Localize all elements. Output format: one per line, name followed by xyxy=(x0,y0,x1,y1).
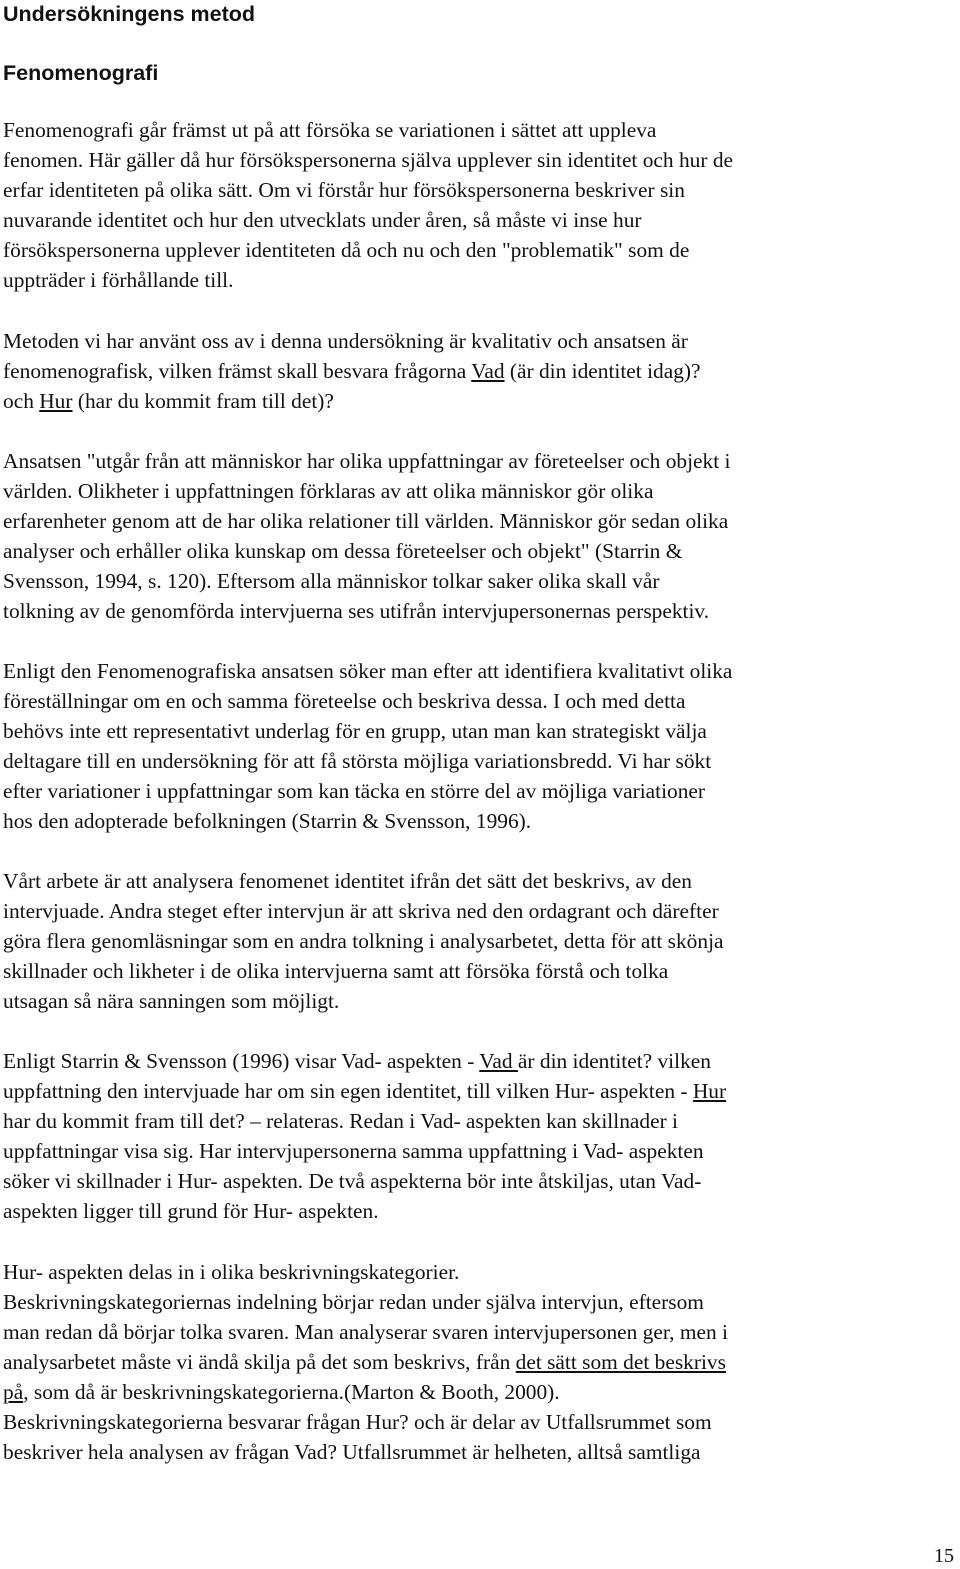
text-line xyxy=(3,386,334,416)
text-line: Fenomenografi går främst ut på att försöka se variationen i sättet att uppleva xyxy=(3,118,657,142)
text-line: man redan då börjar tolka svaren. Man analyserar svaren intervjupersonen ger, men i xyxy=(3,1320,728,1344)
page-number: 15 xyxy=(934,1545,954,1567)
text-span: fenomenografisk, vilken främst skall besvara frågorna xyxy=(3,359,472,383)
text-span: (är din identitet idag)? xyxy=(504,359,701,383)
text-line: analyser och erhåller olika kunskap om dessa företeelser och objekt" (Starrin & xyxy=(3,539,683,563)
text-line: intervjuade. Andra steget efter intervjun är att skriva ned den ordagrant och därefter xyxy=(3,899,719,923)
text-line: uppträder i förhållande till. xyxy=(3,268,234,292)
text-span: (har du kommit fram till det)? xyxy=(72,389,334,413)
text-line: deltagare till en undersökning för att få största möjliga variationsbredd. Vi har sökt xyxy=(3,749,712,773)
text-line: Hur- aspekten delas in i olika beskrivningskategorier. xyxy=(3,1260,460,1284)
text-span: Enligt Starrin & Svensson (1996) visar Vad- aspekten - xyxy=(3,1049,480,1073)
text-line: Ansatsen "utgår från att människor har olika uppfattningar av företeelser och objekt i xyxy=(3,449,731,473)
text-line: Beskrivningskategorierna besvarar frågan Hur? och är delar av Utfallsrummet som xyxy=(3,1410,712,1434)
text-line: försökspersonerna upplever identiteten då och nu och den "problematik" som de xyxy=(3,238,690,262)
text-line: erfar identiteten på olika sätt. Om vi förstår hur försökspersonerna beskriver sin xyxy=(3,178,685,202)
text-line: föreställningar om en och samma företeelse och beskriva dessa. I och med detta xyxy=(3,689,686,713)
text-line: göra flera genomläsningar som en andra tolkning i analysarbetet, detta för att skönja xyxy=(3,929,724,953)
text-line: uppfattningar visa sig. Har intervjupersonerna samma uppfattning i Vad- aspekten xyxy=(3,1139,704,1163)
text-line: erfarenheter genom att de har olika relationer till världen. Människor gör sedan olika xyxy=(3,509,729,533)
underlined-term-vad: Vad xyxy=(471,359,505,383)
text-line: aspekten ligger till grund för Hur- aspekten. xyxy=(3,1199,379,1223)
text-line: utsagan så nära sanningen som möjligt. xyxy=(3,989,340,1013)
text-line: har du kommit fram till det? – relateras. Redan i Vad- aspekten kan skillnader i xyxy=(3,1109,678,1133)
text-line: fenomen. Här gäller då hur försökspersonerna själva upplever sin identitet och hur de xyxy=(3,148,734,172)
text-line: söker vi skillnader i Hur- aspekten. De två aspekterna bör inte åtskiljas, utan Vad- xyxy=(3,1169,702,1193)
text-span: analysarbetet måste vi ändå skilja på det som beskrivs, från xyxy=(3,1350,516,1374)
text-line: skillnader och likheter i de olika intervjuerna samt att försöka förstå och tolka xyxy=(3,959,669,983)
underlined-term-vad: Vad xyxy=(479,1049,518,1073)
text-line: hos den adopterade befolkningen (Starrin & Svensson, 1996). xyxy=(3,809,532,833)
text-line: Svensson, 1994, s. 120). Eftersom alla människor tolkar saker olika skall vår xyxy=(3,569,660,593)
text-line xyxy=(3,356,701,386)
underlined-phrase: det sätt som det beskrivs xyxy=(515,1350,726,1374)
page-heading: Undersökningens metod xyxy=(3,2,256,26)
text-line: världen. Olikheter i uppfattningen förklaras av att olika människor gör olika xyxy=(3,479,654,503)
text-line: Metoden vi har använt oss av i denna undersökning är kvalitativ och ansatsen är xyxy=(3,329,688,353)
text-span: är din identitet? vilken xyxy=(517,1049,711,1073)
text-line xyxy=(3,1046,711,1076)
text-line xyxy=(3,1076,726,1106)
section-heading: Fenomenografi xyxy=(3,61,159,85)
text-line: Vårt arbete är att analysera fenomenet identitet ifrån det sätt det beskrivs, av den xyxy=(3,869,692,893)
underlined-phrase: på xyxy=(3,1380,24,1404)
text-span: , som då är beskrivningskategorierna.(Marton & Booth, 2000). xyxy=(23,1380,560,1404)
text-span: och xyxy=(3,389,40,413)
text-line: tolkning av de genomförda intervjuerna ses utifrån intervjupersonernas perspektiv. xyxy=(3,599,710,623)
text-line: efter variationer i uppfattningar som kan täcka en större del av möjliga variationer xyxy=(3,779,706,803)
underlined-term-hur: Hur xyxy=(39,389,73,413)
text-line: Beskrivningskategoriernas indelning börjar redan under själva intervjun, eftersom xyxy=(3,1290,704,1314)
text-line: behövs inte ett representativt underlag för en grupp, utan man kan strategiskt välja xyxy=(3,719,707,743)
text-line xyxy=(3,1377,560,1407)
text-span: uppfattning den intervjuade har om sin egen identitet, till vilken Hur- aspekten - xyxy=(3,1079,693,1103)
text-line xyxy=(3,1347,726,1377)
text-line: beskriver hela analysen av frågan Vad? Utfallsrummet är helheten, alltså samtliga xyxy=(3,1440,701,1464)
underlined-term-hur: Hur xyxy=(692,1079,727,1103)
text-line: Enligt den Fenomenografiska ansatsen söker man efter att identifiera kvalitativt olika xyxy=(3,659,733,683)
text-line: nuvarande identitet och hur den utvecklats under åren, så måste vi inse hur xyxy=(3,208,642,232)
